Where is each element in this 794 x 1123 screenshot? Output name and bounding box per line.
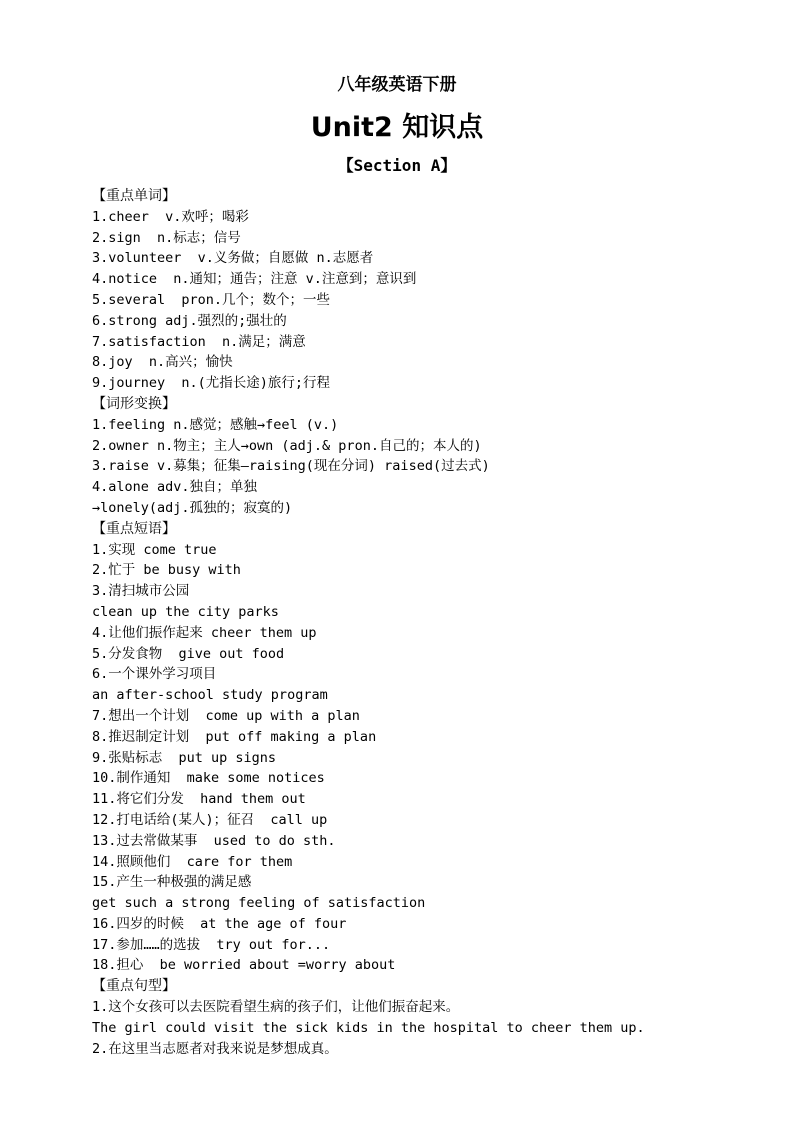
text-line: 5.several pron.几个；数个；一些 [92,291,331,308]
text-line: 4.让他们振作起来 cheer them up [92,624,317,641]
text-line: clean up the city parks [92,603,279,620]
grade-heading: 八年级英语下册 [337,75,457,95]
text-line: 17.参加……的选拔 try out for... [92,936,331,953]
text-line: 1.这个女孩可以去医院看望生病的孩子们，让他们振奋起来。 [92,999,460,1016]
text-line: 9.journey n.(尤指长途)旅行;行程 [92,375,331,392]
text-line: 13.过去常做某事 used to do sth. [92,832,336,849]
text-line: 18.担心 be worried about =worry about [92,957,396,974]
text-line: 2.owner n.物主；主人→own (adj.& pron.自己的；本人的) [92,437,482,454]
text-line: an after-school study program [92,687,328,704]
text-line: 6.一个课外学习项目 [92,666,217,683]
text-line: 8.推迟制定计划 put off making a plan [92,728,377,745]
text-line: 4.notice n.通知；通告；注意 v.注意到；意识到 [92,271,417,288]
text-line: 1.cheer v.欢呼；喝彩 [92,208,249,225]
section-heading: 【Section A】 [337,156,457,175]
subsection-heading: 【重点句型】 [92,978,176,995]
text-line: 1.实现 come true [92,541,217,558]
text-line: 15.产生一种极强的满足感 [92,874,252,891]
text-line: The girl could visit the sick kids in the hospital to cheer them up. [92,1019,645,1036]
unit-title: Unit2 知识点 [310,112,484,143]
text-line: 8.joy n.高兴；愉快 [92,354,233,371]
text-line: 14.照顾他们 care for them [92,853,293,870]
text-line: get such a strong feeling of satisfaction [92,895,426,912]
text-line: 4.alone adv.独自；单独 [92,479,258,496]
text-line: 7.想出一个计划 come up with a plan [92,707,360,724]
text-line: 7.satisfaction n.满足；满意 [92,333,306,350]
text-line: 3.raise v.募集；征集—raising(现在分词) raised(过去式) [92,458,490,475]
text-line: 5.分发食物 give out food [92,645,285,662]
text-line: 2.在这里当志愿者对我来说是梦想成真。 [92,1040,338,1057]
subsection-heading: 【词形变换】 [92,395,176,412]
text-line: 11.将它们分发 hand them out [92,791,306,808]
subsection-heading: 【重点单词】 [92,188,176,204]
text-line: 12.打电话给(某人)；征召 call up [92,811,328,828]
document-body [92,186,782,1059]
text-line: 2.sign n.标志；信号 [92,229,241,246]
text-line: 10.制作通知 make some notices [92,770,325,787]
text-line: 9.张贴标志 put up signs [92,749,277,766]
text-line: 3.清扫城市公园 [92,583,190,600]
text-line: 16.四岁的时候 at the age of four [92,915,347,932]
text-line: 6.strong adj.强烈的;强壮的 [92,312,287,329]
text-line: 3.volunteer v.义务做；自愿做 n.志愿者 [92,250,374,267]
text-line: 1.feeling n.感觉；感触→feel (v.) [92,416,339,433]
text-line: →lonely(adj.孤独的；寂寞的) [92,499,293,516]
text-line: 2.忙于 be busy with [92,562,241,579]
subsection-heading: 【重点短语】 [92,520,176,537]
